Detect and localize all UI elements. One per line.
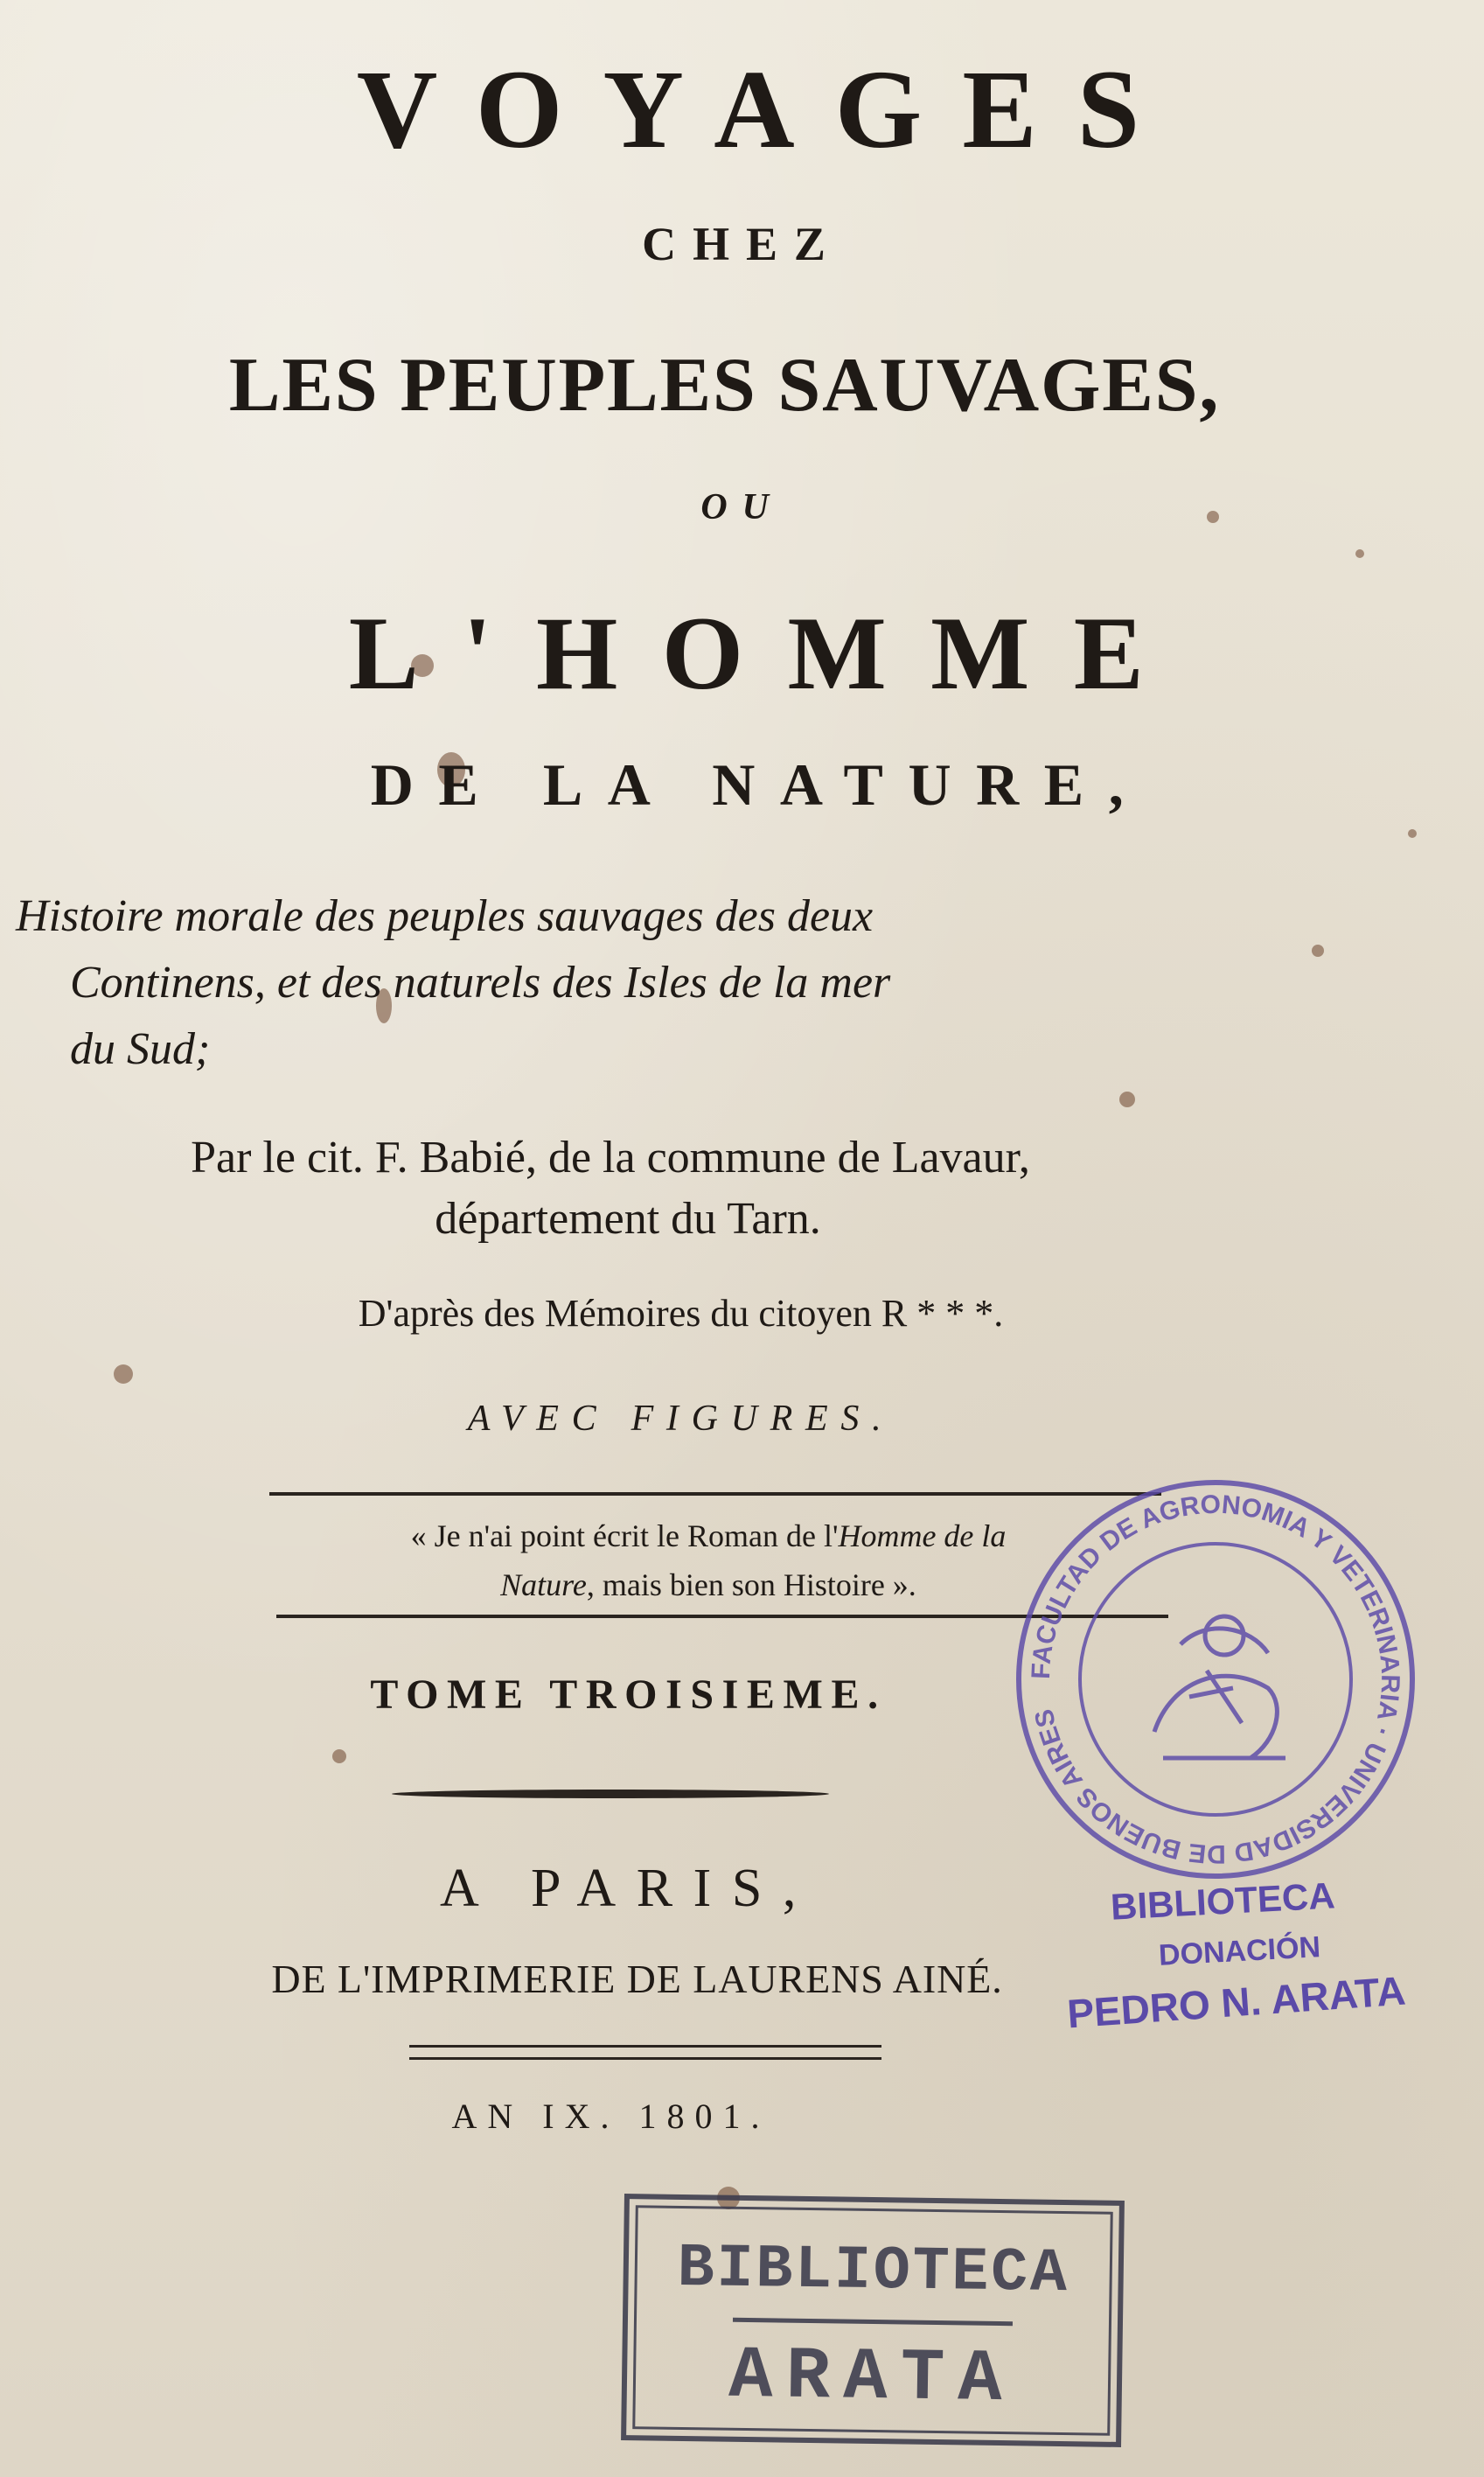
stamp-donor-name: PEDRO N. ARATA <box>1065 1967 1407 2037</box>
subtitle-line-3: du Sud; <box>70 1024 211 1074</box>
imprint-place: A PARIS, <box>440 1859 817 1918</box>
foxing-spot <box>1355 549 1364 558</box>
avec-figures: AVEC FIGURES. <box>467 1399 895 1439</box>
stamp-biblioteca: BIBLIOTECA <box>1109 1874 1336 1928</box>
title-homme: L'HOMME <box>348 595 1188 711</box>
subtitle-line-1: Histoire morale des peuples sauvages des deux <box>16 891 874 941</box>
author-line-2: département du Tarn. <box>435 1194 821 1244</box>
epigraph-italic-2: Nature <box>500 1567 587 1602</box>
stamp-round-text: FACULTAD DE AGRONOMIA Y VETERINARIA · UNIVERSIDAD DE BUENOS AIRES <box>1026 1490 1405 1869</box>
box-stamp-arata: ARATA <box>728 2334 1016 2423</box>
stamp-emblem-icon <box>1154 1616 1285 1758</box>
title-ou: OU <box>700 487 784 527</box>
memoires-line: D'après des Mémoires du citoyen R * * *. <box>358 1292 1004 1335</box>
subtitle-line-2: Continens, et des naturels des Isles de la mer <box>70 958 891 1008</box>
stamp-inner-ring <box>1080 1544 1351 1815</box>
tome-troisieme: TOME TROISIEME. <box>370 1671 887 1718</box>
library-box-stamp <box>621 2194 1125 2447</box>
stamp-outer-ring <box>1019 1483 1412 1876</box>
title-voyages: VOYAGES <box>356 47 1181 171</box>
author-block <box>16 1125 1205 1252</box>
foxing-spot <box>1312 945 1324 957</box>
imprint-rule-bottom <box>409 2057 881 2060</box>
epigraph-close: , mais bien son Histoire ». <box>586 1567 916 1602</box>
title-peuples-sauvages: LES PEUPLES SAUVAGES, <box>228 343 1221 428</box>
foxing-spot <box>332 1749 346 1763</box>
foxing-spot <box>1408 829 1417 838</box>
box-stamp-divider <box>733 2318 1013 2326</box>
author-line-1: Par le cit. F. Babié, de la commune de Lavaur, <box>191 1133 1030 1183</box>
stamp-donacion: DONACIÓN <box>1158 1930 1321 1972</box>
title-chez: CHEZ <box>642 218 842 270</box>
title-de-la-nature: DE LA NATURE, <box>370 751 1149 818</box>
imprint-printer: DE L'IMPRIMERIE DE LAURENS AINÉ. <box>271 1957 1003 2001</box>
imprint-rule-top <box>409 2045 881 2048</box>
box-stamp-biblioteca: BIBLIOTECA <box>677 2234 1070 2310</box>
epigraph-open: « Je n'ai point écrit le Roman de l' <box>410 1518 839 1553</box>
ornamental-rule <box>392 1790 829 1798</box>
foxing-spot <box>114 1364 133 1384</box>
epigraph-italic-1: Homme de la <box>838 1518 1007 1553</box>
foxing-spot <box>1119 1092 1135 1107</box>
imprint-date: AN IX. 1801. <box>451 2097 770 2136</box>
library-round-stamp <box>1006 1469 1425 1889</box>
